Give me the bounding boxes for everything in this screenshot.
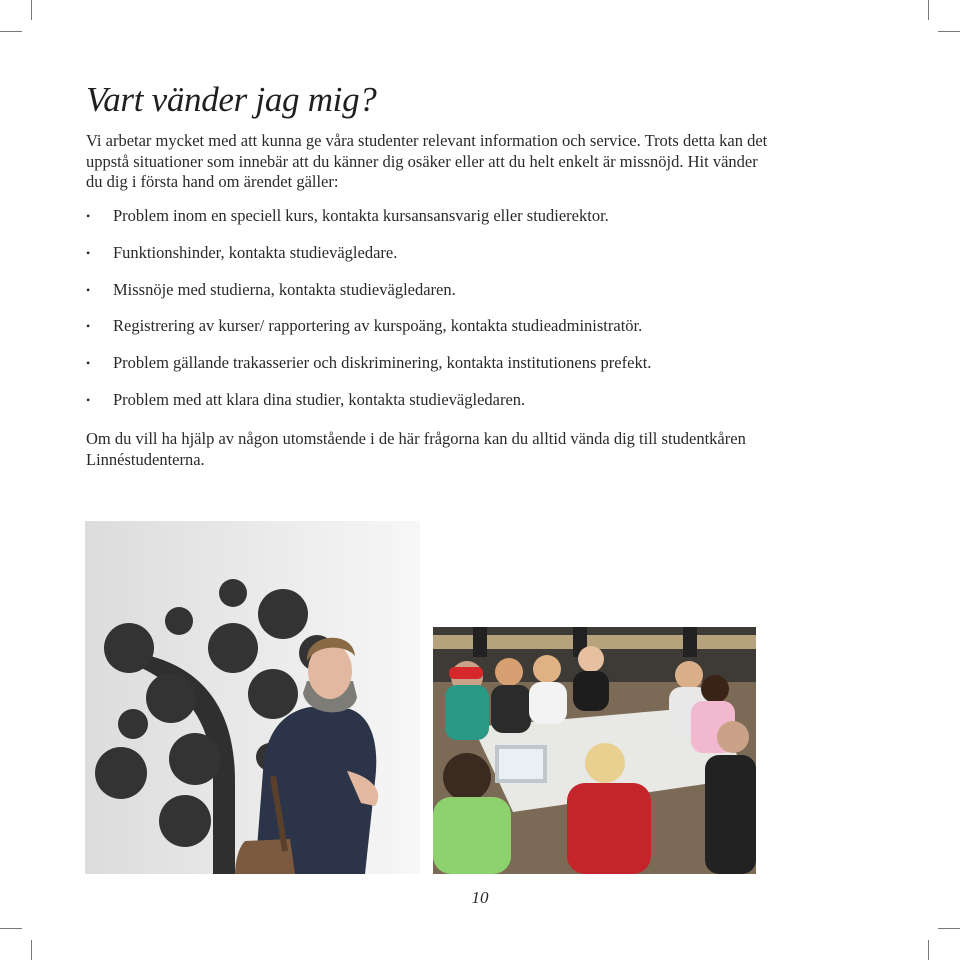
contact-list	[86, 206, 786, 427]
crop-mark	[938, 31, 960, 32]
photo-student-tree-mural-illustration	[85, 521, 420, 874]
crop-mark	[938, 928, 960, 929]
list-item-text: Problem inom en speciell kurs, kontakta kursansansvarig eller studierektor.	[113, 206, 609, 225]
photo-students-group-table	[433, 627, 756, 874]
bullet-icon: •	[86, 209, 91, 223]
crop-mark	[31, 940, 32, 960]
crop-mark	[928, 940, 929, 960]
bullet-icon: •	[86, 319, 91, 334]
crop-mark	[31, 0, 32, 20]
crop-mark	[0, 928, 22, 929]
closing-paragraph: Om du vill ha hjälp av någon utomstående i de här frågorna kan du alltid vända dig till studentkåren Linnéstudenterna.	[86, 429, 746, 469]
crop-mark	[928, 0, 929, 20]
bullet-icon: •	[86, 392, 91, 407]
list-item-text: Problem gällande trakasserier och diskriminering, kontakta institutionens prefekt.	[113, 353, 652, 373]
list-item	[86, 243, 786, 280]
photo-student-tree-mural	[85, 521, 420, 874]
intro-paragraph: Vi arbetar mycket med att kunna ge våra studenter relevant information och service. Trots detta kan det uppstå situationer som innebär att du känner dig osäker eller att du helt enkelt är missnöjd. Hit vänder du dig i första hand om ärendet gäller:	[86, 131, 768, 191]
list-item-text: Funktionshinder, kontakta studievägledare.	[113, 242, 398, 262]
list-item	[86, 206, 786, 243]
bullet-icon: •	[86, 282, 91, 297]
list-item	[86, 280, 786, 317]
list-item-text: Problem med att klara dina studier, kontakta studievägledaren.	[113, 389, 526, 409]
photo-students-group-table-illustration	[433, 627, 756, 874]
bullet-icon: •	[86, 245, 91, 260]
list-item-text: Missnöje med studierna, kontakta studievägledaren.	[113, 279, 456, 299]
page-number: 10	[471, 888, 489, 907]
list-item	[86, 390, 786, 427]
list-item-text: Registrering av kurser/ rapportering av kurspoäng, kontakta studieadministratör.	[113, 316, 643, 336]
bullet-icon: •	[86, 356, 91, 371]
list-item	[86, 316, 786, 353]
page-title: Vart vänder jag mig?	[86, 80, 377, 119]
list-item	[86, 353, 786, 390]
crop-mark	[0, 31, 22, 32]
